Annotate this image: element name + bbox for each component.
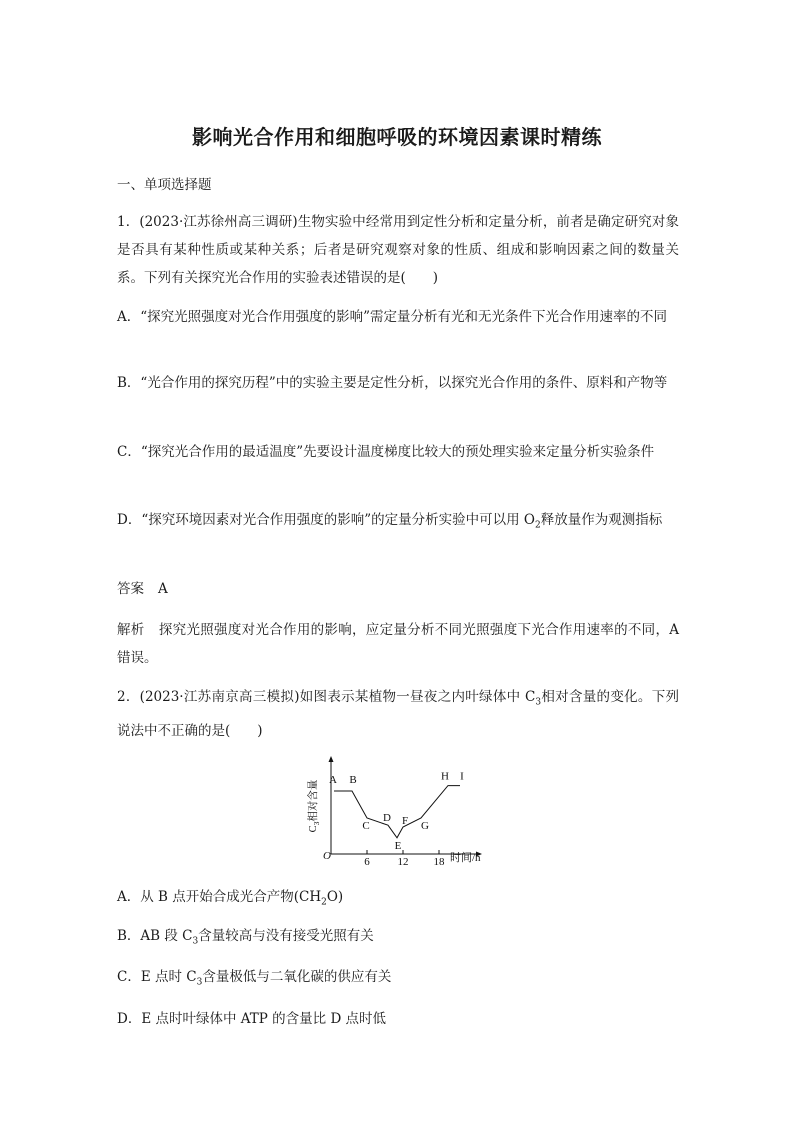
c3-content-chart — [300, 754, 490, 866]
x-tick-label-12: 12 — [397, 856, 409, 866]
point-label-c: C — [362, 820, 370, 832]
c3-curve — [334, 786, 460, 838]
question-1-stem: 1．(2023·江苏徐州高三调研)生物实验中经常用到定性分析和定量分析，前者是确定研究对象是否具有某种性质或某种关系；后者是研究观察对象的性质、组成和影响因素之间的数量关系。下列有关探究光合作用的实验表述错误的是( ) — [117, 214, 679, 286]
x-ticks — [364, 850, 445, 866]
point-label-h: H — [441, 770, 449, 783]
analysis-label: 解析 — [117, 622, 145, 638]
question-1-option-a[interactable]: A．“探究光照强度对光合作用强度的影响”需定量分析有光和无光条件下光合作用速率的不同 — [117, 309, 668, 325]
x-tick-label-6: 6 — [364, 856, 370, 866]
x-tick-label-18: 18 — [433, 856, 445, 866]
point-label-f: F — [401, 815, 409, 827]
point-label-e: E — [394, 839, 402, 852]
q2b-post: 含量较高与没有接受光照有关 — [198, 928, 374, 944]
chart-svg — [300, 754, 490, 866]
question-2-option-d[interactable]: D．E 点时叶绿体中 ATP 的含量比 D 点时低 — [117, 1011, 387, 1027]
question-1-analysis — [117, 616, 679, 672]
svg-text:C3相对含量: $C_3$相对含量 — [308, 779, 321, 833]
option-d-text-pre: D．“探究环境因素对光合作用强度的影响”的定量分析实验中可以用 O — [117, 512, 535, 528]
answer-value: A — [158, 581, 168, 597]
question-1-option-b[interactable]: B．“光合作用的探究历程”中的实验主要是定性分析，以探究光合作用的条件、原料和产物等 — [117, 375, 668, 391]
point-label-g: G — [421, 820, 429, 832]
q2c-pre: C．E 点时 C — [117, 969, 197, 985]
point-label-b: B — [349, 774, 357, 786]
q2a-sub: 2 — [321, 897, 327, 908]
option-d-subscript: 2 — [535, 520, 541, 531]
question-2-stem — [117, 683, 679, 745]
point-label-d: D — [383, 812, 391, 825]
x-axis-label: 时间/h — [450, 852, 481, 864]
q2-stem-pre: 2．(2023·江苏南京高三模拟)如图表示某植物一昼夜之内叶绿体中 C — [117, 689, 536, 705]
origin-label: O — [323, 850, 331, 862]
q2a-post: O) — [326, 889, 344, 905]
q2-stem-subscript: 3 — [535, 697, 542, 708]
question-1-option-c[interactable]: C．“探究光合作用的最适温度”先要设计温度梯度比较大的预处理实验来定量分析实验条件 — [117, 444, 655, 460]
y-axis-arrow — [329, 756, 334, 762]
y-axis-label — [306, 780, 321, 833]
question-2-option-b[interactable] — [117, 922, 679, 956]
question-2-option-c[interactable] — [117, 963, 679, 997]
option-d-text-post: 释放量作为观测指标 — [540, 512, 663, 528]
analysis-text: 探究光照强度对光合作用的影响，应定量分析不同光照强度下光合作用速率的不同，A错误。 — [117, 622, 680, 666]
section-heading: 一、单项选择题 — [117, 177, 212, 193]
question-2-option-a[interactable] — [117, 883, 679, 917]
question-1-option-d[interactable] — [117, 506, 679, 540]
question-1-answer — [117, 575, 679, 603]
point-labels — [329, 771, 464, 852]
point-label-i: I — [460, 770, 464, 783]
q2c-sub: 3 — [196, 977, 203, 988]
q2a-pre: A．从 B 点开始合成光合产物(CH — [117, 889, 322, 905]
point-label-a: A — [329, 774, 337, 786]
q2b-pre: B．AB 段 C — [117, 928, 193, 944]
answer-label: 答案 — [117, 581, 144, 597]
q2c-post: 含量极低与二氧化碳的供应有关 — [202, 969, 392, 985]
q2-stem-post: 相对含量的变化。下列说法中不正确的是( ) — [117, 689, 680, 739]
q2b-sub: 3 — [192, 936, 199, 947]
page-title: 影响光合作用和细胞呼吸的环境因素课时精练 — [192, 125, 602, 149]
